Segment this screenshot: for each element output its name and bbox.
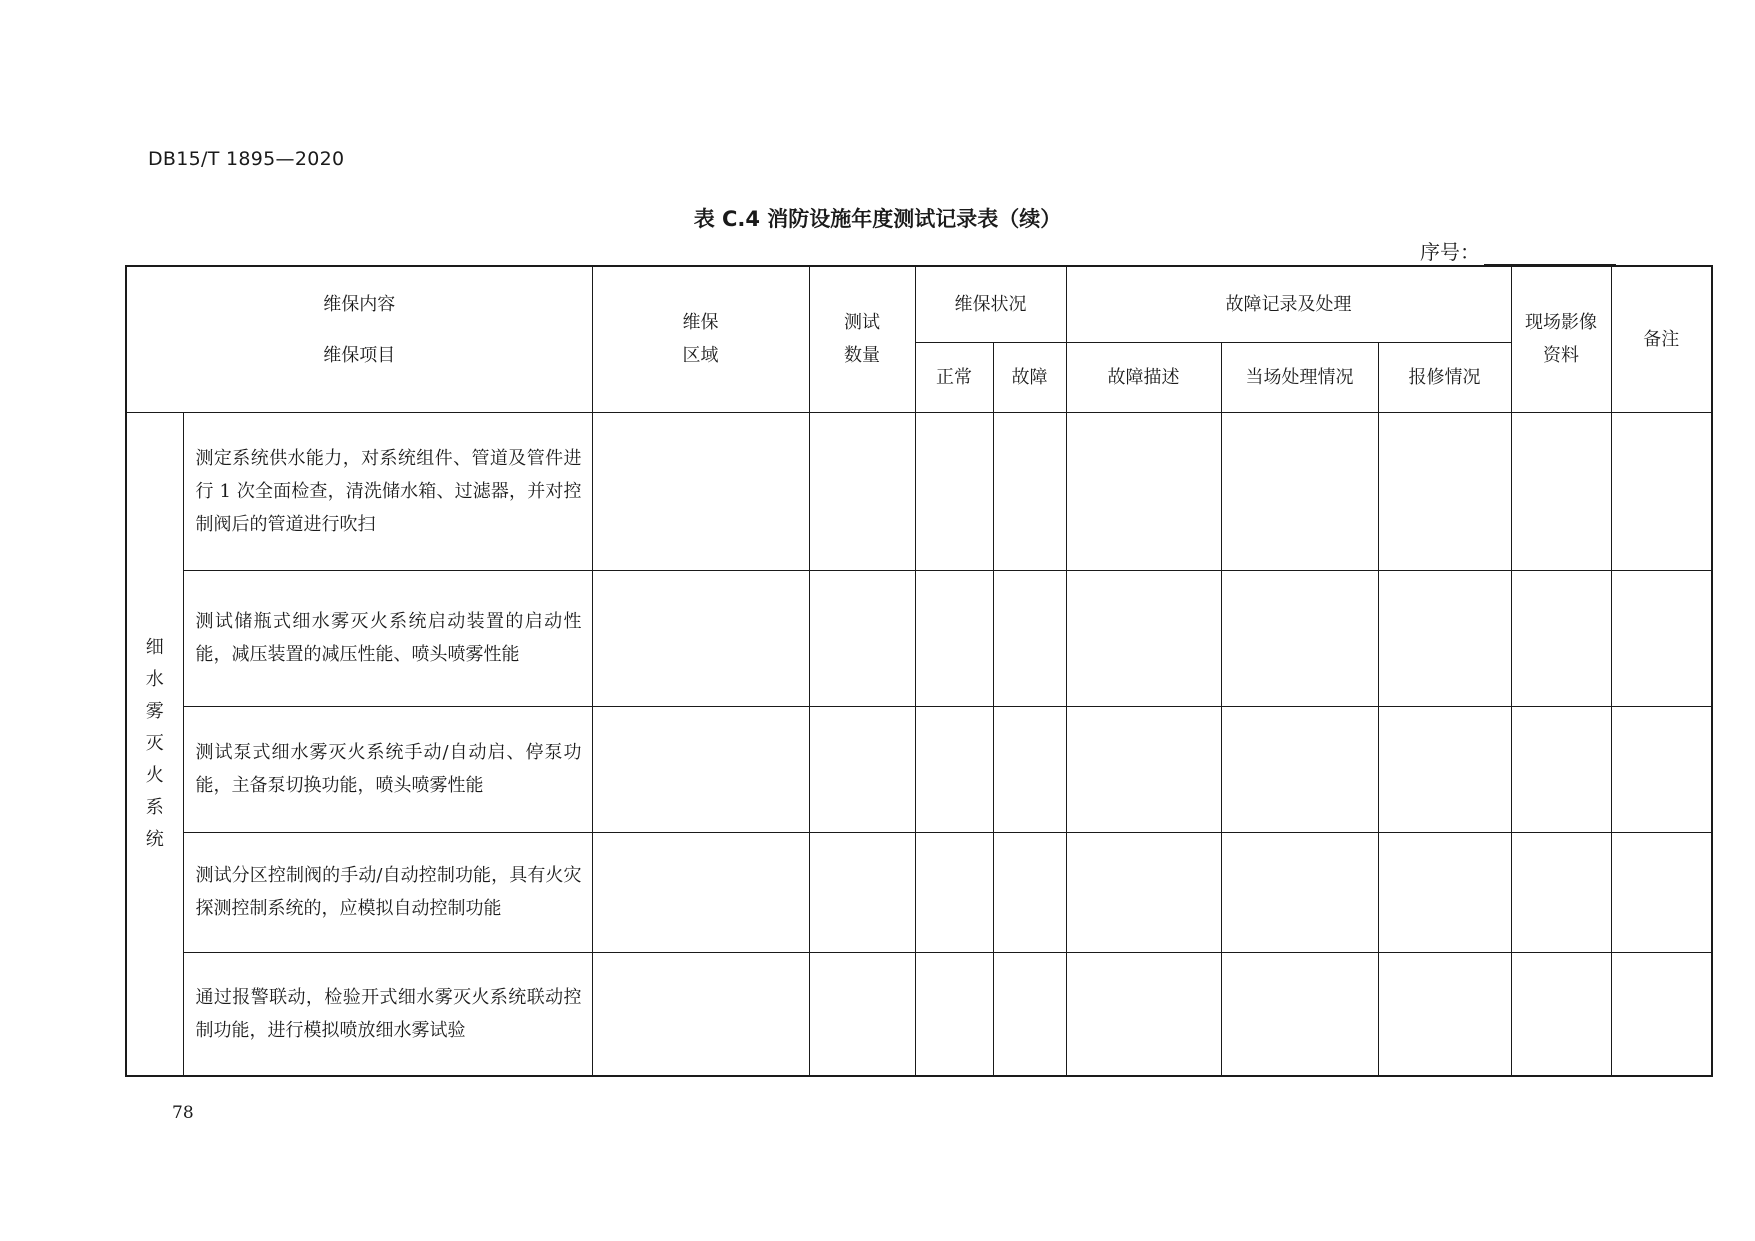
- table-row: [126, 570, 1712, 706]
- table-title: 表 C.4 消防设施年度测试记录表（续）: [693, 207, 1062, 231]
- media-cell[interactable]: [1511, 706, 1611, 832]
- count-cell[interactable]: [809, 570, 915, 706]
- normal-cell[interactable]: [915, 832, 993, 952]
- normal-cell[interactable]: [915, 706, 993, 832]
- onsite-cell[interactable]: [1221, 832, 1378, 952]
- repair-cell[interactable]: [1378, 412, 1511, 570]
- header-fault: 故障: [993, 342, 1066, 412]
- fault-cell[interactable]: [993, 706, 1066, 832]
- header-content: 维保内容: [126, 266, 592, 342]
- header-repair-report: 报修情况: [1378, 342, 1511, 412]
- remarks-cell[interactable]: [1611, 412, 1712, 570]
- header-status-group: 维保状况: [915, 266, 1066, 342]
- area-cell[interactable]: [592, 706, 809, 832]
- item-text: 测试储瓶式细水雾灭火系统启动装置的启动性能，减压装置的减压性能、喷头喷雾性能: [183, 570, 592, 706]
- maintenance-record-table: [125, 265, 1713, 1077]
- serial-number-blank[interactable]: [1484, 242, 1616, 265]
- item-text: 测试分区控制阀的手动/自动控制功能，具有火灾探测控制系统的，应模拟自动控制功能: [183, 832, 592, 952]
- area-cell[interactable]: [592, 412, 809, 570]
- remarks-cell[interactable]: [1611, 832, 1712, 952]
- fault-cell[interactable]: [993, 832, 1066, 952]
- table-row: [126, 706, 1712, 832]
- fault-desc-cell[interactable]: [1066, 706, 1221, 832]
- normal-cell[interactable]: [915, 412, 993, 570]
- item-text: 通过报警联动，检验开式细水雾灭火系统联动控制功能，进行模拟喷放细水雾试验: [183, 952, 592, 1076]
- fault-desc-cell[interactable]: [1066, 832, 1221, 952]
- serial-number-field: [1420, 236, 1616, 265]
- table-row: [126, 832, 1712, 952]
- normal-cell[interactable]: [915, 570, 993, 706]
- onsite-cell[interactable]: [1221, 952, 1378, 1076]
- area-cell[interactable]: [592, 952, 809, 1076]
- category-cell: 细 水 雾 灭 火 系 统: [126, 412, 183, 1076]
- header-normal: 正常: [915, 342, 993, 412]
- header-area: 维保 区域: [592, 266, 809, 412]
- normal-cell[interactable]: [915, 952, 993, 1076]
- header-onsite-handling: 当场处理情况: [1221, 342, 1378, 412]
- fault-cell[interactable]: [993, 570, 1066, 706]
- header-fault-desc: 故障描述: [1066, 342, 1221, 412]
- page-number: 78: [172, 1103, 194, 1123]
- fault-cell[interactable]: [993, 412, 1066, 570]
- repair-cell[interactable]: [1378, 706, 1511, 832]
- onsite-cell[interactable]: [1221, 570, 1378, 706]
- repair-cell[interactable]: [1378, 832, 1511, 952]
- header-fault-group: 故障记录及处理: [1066, 266, 1511, 342]
- media-cell[interactable]: [1511, 832, 1611, 952]
- count-cell[interactable]: [809, 952, 915, 1076]
- header-media: 现场影像 资料: [1511, 266, 1611, 412]
- item-text: 测试泵式细水雾灭火系统手动/自动启、停泵功能，主备泵切换功能，喷头喷雾性能: [183, 706, 592, 832]
- table-row: [126, 952, 1712, 1076]
- media-cell[interactable]: [1511, 412, 1611, 570]
- item-text: 测定系统供水能力，对系统组件、管道及管件进行 1 次全面检查，清洗储水箱、过滤器，并对控制阀后的管道进行吹扫: [183, 412, 592, 570]
- area-cell[interactable]: [592, 570, 809, 706]
- fault-cell[interactable]: [993, 952, 1066, 1076]
- media-cell[interactable]: [1511, 570, 1611, 706]
- repair-cell[interactable]: [1378, 570, 1511, 706]
- remarks-cell[interactable]: [1611, 952, 1712, 1076]
- count-cell[interactable]: [809, 832, 915, 952]
- document-code: DB15/T 1895—2020: [148, 148, 345, 170]
- fault-desc-cell[interactable]: [1066, 412, 1221, 570]
- area-cell[interactable]: [592, 832, 809, 952]
- serial-number-label: 序号：: [1420, 240, 1480, 264]
- repair-cell[interactable]: [1378, 952, 1511, 1076]
- fault-desc-cell[interactable]: [1066, 952, 1221, 1076]
- header-remarks: 备注: [1611, 266, 1712, 412]
- remarks-cell[interactable]: [1611, 570, 1712, 706]
- remarks-cell[interactable]: [1611, 706, 1712, 832]
- table-row: [126, 412, 1712, 570]
- header-item: 维保项目: [126, 342, 592, 412]
- onsite-cell[interactable]: [1221, 706, 1378, 832]
- fault-desc-cell[interactable]: [1066, 570, 1221, 706]
- header-test-count: 测试 数量: [809, 266, 915, 412]
- media-cell[interactable]: [1511, 952, 1611, 1076]
- count-cell[interactable]: [809, 412, 915, 570]
- count-cell[interactable]: [809, 706, 915, 832]
- onsite-cell[interactable]: [1221, 412, 1378, 570]
